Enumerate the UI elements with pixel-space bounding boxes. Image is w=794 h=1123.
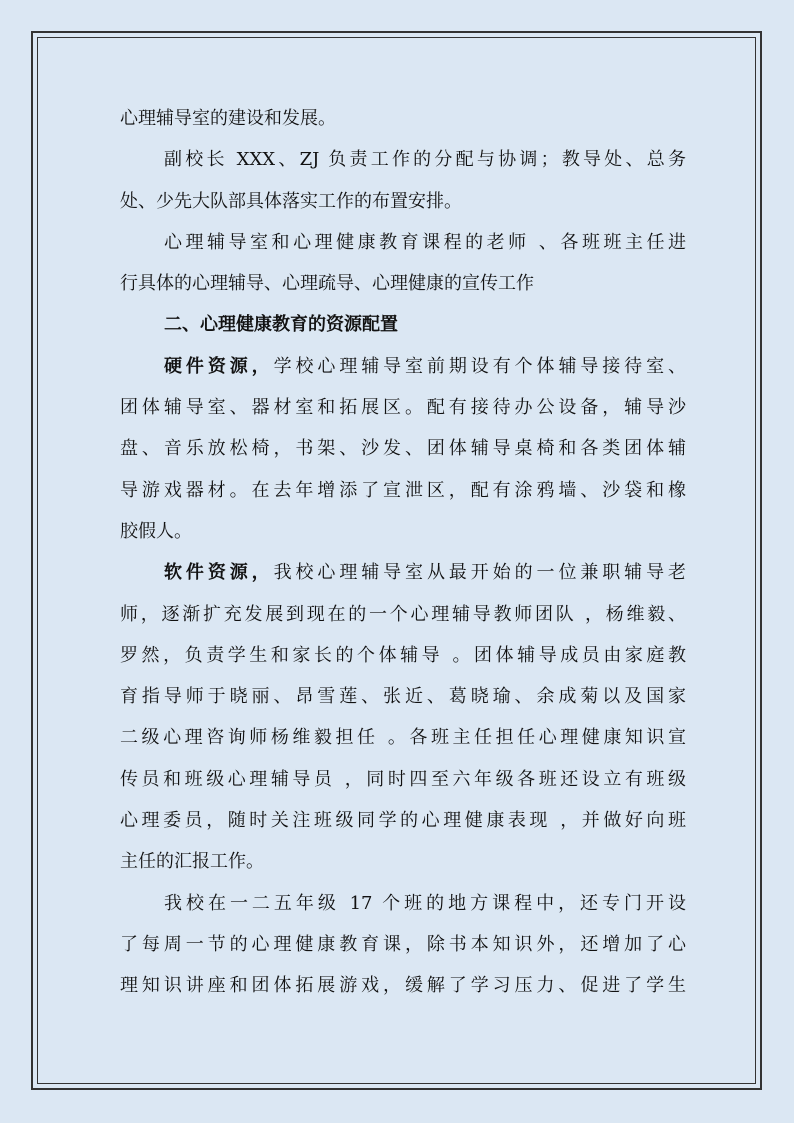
text-line bbox=[120, 98, 686, 139]
text-line bbox=[120, 841, 686, 882]
paragraph bbox=[120, 222, 686, 305]
paragraph bbox=[120, 346, 686, 552]
line-text: 传员和班级心理辅导员 ，同时四至六年级各班还设立有班级 bbox=[120, 768, 686, 790]
paragraph bbox=[120, 304, 686, 345]
paragraph bbox=[120, 552, 686, 882]
line-text: 副校长 XXX、ZJ 负责工作的分配与协调；教导处、总务 bbox=[164, 149, 686, 171]
text-line bbox=[120, 387, 686, 428]
line-text: 导游戏器材。在去年增添了宣泄区，配有涂鸦墙、沙袋和橡 bbox=[120, 479, 686, 501]
line-text: 理知识讲座和团体拓展游戏，缓解了学习压力、促进了学生 bbox=[120, 975, 686, 997]
line-text: 处、少先大队部具体落实工作的布置安排。 bbox=[120, 190, 462, 212]
bold-lead-text: 软件资源， bbox=[164, 562, 274, 584]
line-text: 我校心理辅导室从最开始的一位兼职辅导老 bbox=[273, 562, 687, 584]
text-line bbox=[120, 552, 686, 593]
text-line bbox=[120, 800, 686, 841]
line-text: 盘、音乐放松椅，书架、沙发、团体辅导桌椅和各类团体辅 bbox=[120, 438, 686, 460]
line-text: 心理委员，随时关注班级同学的心理健康表现 ，并做好向班 bbox=[120, 810, 686, 832]
line-text: 我校在一二五年级 17 个班的地方课程中，还专门开设 bbox=[164, 892, 686, 914]
text-line bbox=[120, 222, 686, 263]
text-line bbox=[120, 883, 686, 924]
text-line bbox=[120, 965, 686, 1006]
text-line bbox=[120, 635, 686, 676]
line-text: 团体辅导室、器材室和拓展区。配有接待办公设备，辅导沙 bbox=[120, 397, 686, 419]
text-line bbox=[120, 428, 686, 469]
bold-lead-text: 二、心理健康教育的资源配置 bbox=[164, 314, 398, 336]
text-line bbox=[120, 759, 686, 800]
line-text: 罗然，负责学生和家长的个体辅导 。团体辅导成员由家庭教 bbox=[120, 644, 686, 666]
text-line bbox=[120, 511, 686, 552]
text-line bbox=[120, 470, 686, 511]
line-text: 学校心理辅导室前期设有个体辅导接待室、 bbox=[273, 355, 687, 377]
text-line bbox=[120, 181, 686, 222]
text-line bbox=[120, 924, 686, 965]
line-text: 二级心理咨询师杨维毅担任 。各班主任担任心理健康知识宣 bbox=[120, 727, 686, 749]
line-text: 主任的汇报工作。 bbox=[120, 851, 264, 873]
paragraph bbox=[120, 98, 686, 139]
line-text: 心理辅导室的建设和发展。 bbox=[120, 108, 336, 129]
paragraph bbox=[120, 883, 686, 1007]
line-text: 师，逐渐扩充发展到现在的一个心理辅导教师团队 ，杨维毅、 bbox=[120, 603, 686, 625]
line-text: 育指导师于晓丽、昂雪莲、张近、葛晓瑜、余成菊以及国家 bbox=[120, 686, 686, 708]
line-text: 心理辅导室和心理健康教育课程的老师 、各班班主任进 bbox=[164, 231, 686, 253]
text-line bbox=[120, 594, 686, 635]
text-line bbox=[120, 676, 686, 717]
line-text: 胶假人。 bbox=[120, 520, 192, 542]
bold-lead-text: 硬件资源， bbox=[164, 355, 274, 377]
text-line bbox=[120, 717, 686, 758]
text-line bbox=[120, 304, 686, 345]
paragraph bbox=[120, 139, 686, 222]
line-text: 行具体的心理辅导、心理疏导、心理健康的宣传工作 bbox=[120, 273, 534, 295]
text-line bbox=[120, 139, 686, 180]
document-body bbox=[120, 98, 686, 1007]
text-line bbox=[120, 346, 686, 387]
text-line bbox=[120, 263, 686, 304]
line-text: 了每周一节的心理健康教育课，除书本知识外，还增加了心 bbox=[120, 933, 686, 955]
